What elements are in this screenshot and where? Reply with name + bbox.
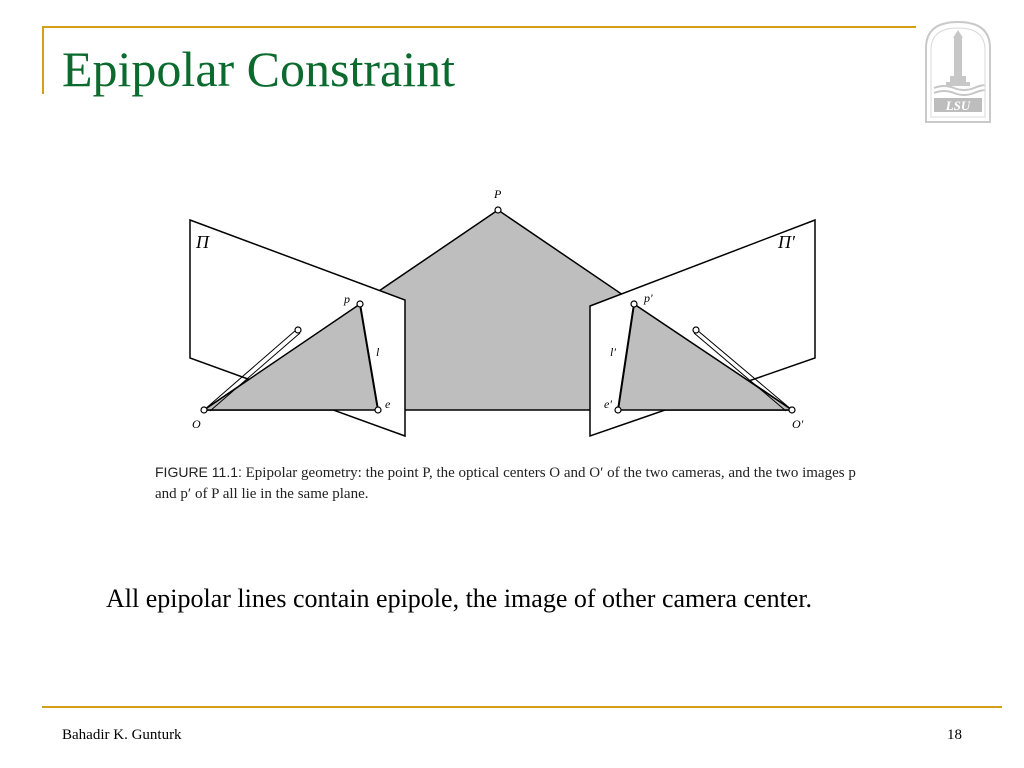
logo-text: LSU [945,98,971,113]
label-e: e [385,397,391,411]
point-left-ray-end [295,327,301,333]
point-O-prime [789,407,795,413]
point-e [375,407,381,413]
point-e-prime [615,407,621,413]
page-number: 18 [947,727,962,743]
label-Pi-left: Π [196,232,209,252]
figure-caption-text: Epipolar geometry: the point P, the optical centers O and O′ of the two cameras, and the two images p and p′ of P all lie in the same plane. [155,465,856,502]
label-l: l [376,345,380,359]
title-left-rule [42,26,44,94]
slide-statement: All epipolar lines contain epipole, the image of other camera center. [106,584,813,613]
footer-author: Bahadir K. Gunturk [62,727,182,743]
point-p-prime [631,301,637,307]
figure-caption [155,462,875,505]
figure-caption-label: FIGURE 11.1: [155,464,242,480]
title-top-rule [42,26,916,28]
lsu-logo [920,18,996,124]
point-right-ray-end [693,327,699,333]
label-O: O [192,417,201,431]
label-Pi-right: Π′ [778,232,795,252]
label-P: P [494,187,502,201]
point-p [357,301,363,307]
label-p-prime: p′ [644,291,653,305]
label-l-prime: l′ [610,345,616,359]
footer-rule [42,706,1002,708]
label-p: p [344,292,350,306]
label-e-prime: e′ [604,397,612,411]
label-O-prime: O′ [792,417,804,431]
point-O [201,407,207,413]
slide-title: Epipolar Constraint [62,41,455,97]
epipolar-figure [180,180,860,440]
point-P [495,207,501,213]
